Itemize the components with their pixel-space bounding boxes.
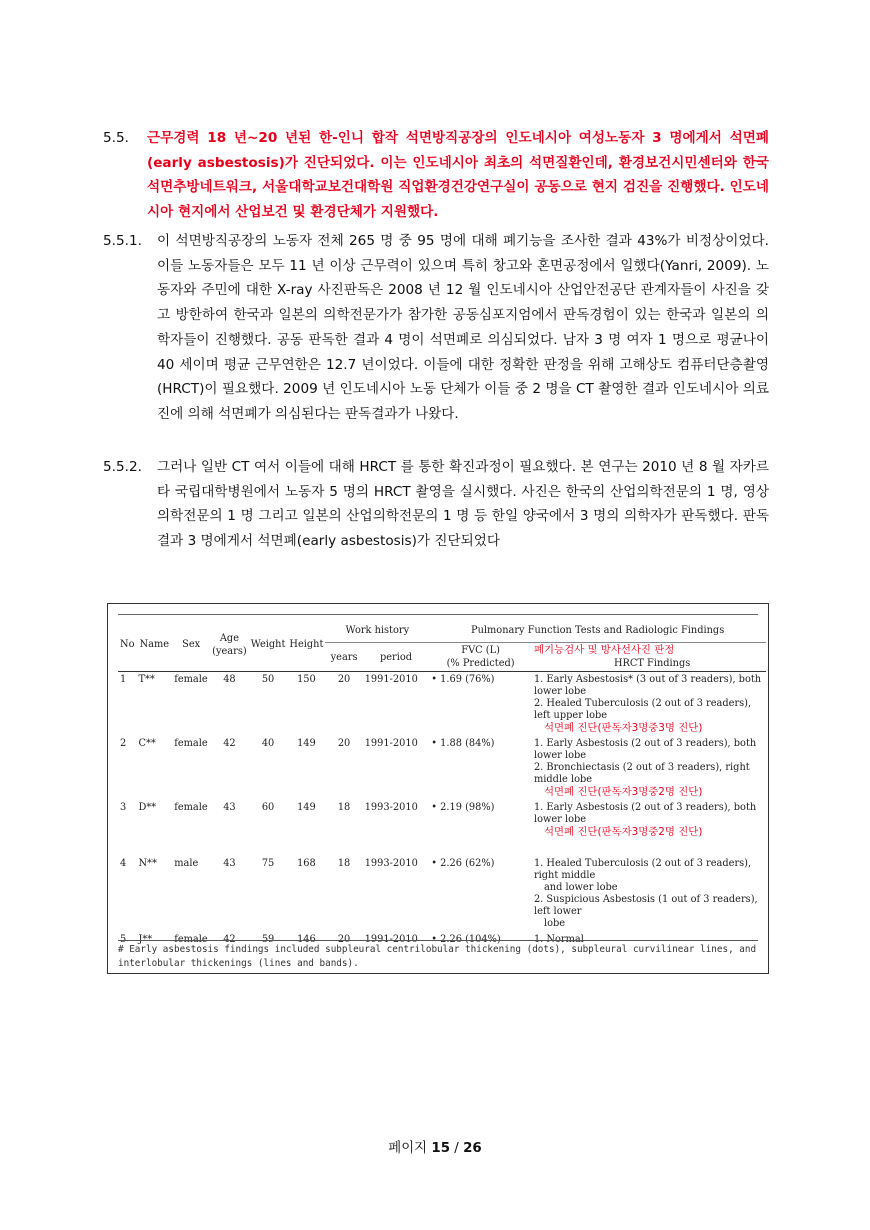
cell-sex: female xyxy=(174,674,208,685)
cell-years: 18 xyxy=(337,802,351,813)
cell-no: 2 xyxy=(120,738,127,749)
finding-line: and lower lobe xyxy=(543,882,618,893)
cell-findings xyxy=(532,800,766,856)
cell-period: 1991-2010 xyxy=(364,934,418,945)
cell-no: 4 xyxy=(120,858,127,869)
cell-name: D** xyxy=(138,802,157,813)
section-number: 5.5. xyxy=(103,130,129,146)
cell-weight: 40 xyxy=(261,738,275,749)
header-pft-group: Pulmonary Function Tests and Radiologic Findings xyxy=(429,618,766,643)
cell-weight: 75 xyxy=(261,858,275,869)
table-row xyxy=(118,672,766,737)
cell-years: 18 xyxy=(337,858,351,869)
korean-annotation-header: 폐기능검사 및 방사선사진 판정 xyxy=(533,644,675,656)
section-number: 5.5.1. xyxy=(103,233,142,249)
header-sex: Sex xyxy=(182,639,201,650)
cell-years: 20 xyxy=(337,934,351,945)
cell-period: 1993-2010 xyxy=(364,802,418,813)
header-no: No xyxy=(120,639,135,650)
section-5-5 xyxy=(103,126,769,225)
cell-height: 149 xyxy=(297,802,316,813)
finding-line: 1. Healed Tuberculosis (2 out of 3 readers), right middle xyxy=(533,858,752,881)
findings-table xyxy=(118,618,766,954)
header-hrct xyxy=(532,643,766,672)
finding-line: 2. Bronchiectasis (2 out of 3 readers), right middle lobe xyxy=(533,762,750,785)
cell-period: 1991-2010 xyxy=(364,738,418,749)
finding-line: lobe xyxy=(543,918,566,929)
table-top-rule xyxy=(118,614,758,615)
page-footer xyxy=(0,1137,870,1156)
header-age-unit: (years) xyxy=(212,645,247,657)
finding-line: 2. Suspicious Asbestosis (1 out of 3 readers), left lower xyxy=(533,894,758,917)
cell-weight: 50 xyxy=(261,674,275,685)
footer-total-pages: 26 xyxy=(463,1141,482,1156)
header-name: Name xyxy=(139,639,170,650)
table-row xyxy=(118,800,766,856)
cell-height: 146 xyxy=(297,934,316,945)
finding-line: 1. Normal xyxy=(533,934,584,945)
cell-fvc: • 2.26 (62%) xyxy=(431,858,495,869)
cell-sex: male xyxy=(174,858,199,869)
header-height: Height xyxy=(289,639,324,650)
header-fvc-predicted: (% Predicted) xyxy=(446,658,515,669)
cell-weight: 60 xyxy=(261,802,275,813)
cell-name: J** xyxy=(138,934,153,945)
cell-years: 20 xyxy=(337,738,351,749)
header-fvc-label: FVC (L) xyxy=(461,645,500,656)
section-5-5-1 xyxy=(103,229,769,427)
finding-line: 2. Healed Tuberculosis (2 out of 3 readers), left upper lobe xyxy=(533,698,752,721)
cell-no: 3 xyxy=(120,802,127,813)
table-row xyxy=(118,856,766,932)
cell-age: 43 xyxy=(223,802,236,813)
cell-age: 48 xyxy=(223,674,236,685)
finding-line: 1. Early Asbestosis (2 out of 3 readers), both lower lobe xyxy=(533,738,757,761)
cell-name: N** xyxy=(138,858,157,869)
cell-findings xyxy=(532,672,766,737)
cell-age: 42 xyxy=(223,738,236,749)
korean-annotation: 석면폐 진단(판독자3명중2명 진단) xyxy=(543,786,703,798)
cell-fvc: • 2.19 (98%) xyxy=(431,802,495,813)
cell-name: C** xyxy=(138,738,156,749)
header-work-history: Work history xyxy=(325,618,429,643)
header-fvc xyxy=(429,643,532,672)
cell-no: 1 xyxy=(120,674,127,685)
korean-annotation: 석면폐 진단(판독자3명중2명 진단) xyxy=(543,826,703,838)
cell-sex: female xyxy=(174,934,208,945)
footer-separator: / xyxy=(454,1141,459,1156)
header-age-label: Age xyxy=(219,632,239,644)
cell-height: 150 xyxy=(297,674,316,685)
section-5-5-2 xyxy=(103,455,769,554)
cell-fvc: • 2.26 (104%) xyxy=(431,934,501,945)
cell-height: 168 xyxy=(297,858,316,869)
cell-name: T** xyxy=(138,674,155,685)
finding-line: 1. Early Asbestosis (2 out of 3 readers), both lower lobe xyxy=(533,802,757,825)
cell-period: 1993-2010 xyxy=(364,858,418,869)
korean-annotation: 석면폐 진단(판독자3명중3명 진단) xyxy=(543,722,703,734)
header-years: years xyxy=(330,651,358,663)
cell-age: 43 xyxy=(223,858,236,869)
section-number: 5.5.2. xyxy=(103,459,142,475)
section-text: 이 석면방직공장의 노동자 전체 265 명 중 95 명에 대해 폐기능을 조사한 결과 43%가 비정상이었다. 이들 노동자들은 모두 11 년 이상 근무력이 있으며 특히 창고와 혼면공정에서 일했다(Yanri, 2009). 노동자와 주민에 대한 X-ray 사진판독은 2008 년 12 월 인도네시아 산업안전공단 관계자들이 사진을 갖고 방한하여 한국과 일본의 의학전문가가 참가한 공동심포지엄에서 판독경험이 있는 한국과 일본의 의학자들이 진행했다. 공동 판독한 결과 4 명이 석면폐로 의심되었다. 남자 3 명 여자 1 명으로 평균나이 40 세이며 평균 근무연한은 12.7 년이었다. 이들에 대한 정확한 판정을 위해 고해상도 컴퓨터단층촬영(HRCT)이 필요했다. 2009 년 인도네시아 노동 단체가 이들 중 2 명을 CT 촬영한 결과 인도네시아 의료진에 의해 석면폐가 의심된다는 판독결과가 나왔다. xyxy=(157,233,769,422)
section-text: 그러나 일반 CT 여서 이들에 대해 HRCT 를 통한 확진과정이 필요했다. 본 연구는 2010 년 8 월 자카르타 국립대학병원에서 노동자 5 명의 HRCT 촬영을 실시했다. 사진은 한국의 산업의학전문의 1 명, 영상의학전문의 1 명 그리고 일본의 산업의학전문의 1 명 등 한일 양국에서 3 명의 의학자가 판독했다. 판독결과 3 명에게서 석면폐(early asbestosis)가 진단되었다 xyxy=(157,459,769,550)
cell-fvc: • 1.88 (84%) xyxy=(431,738,495,749)
table-footnote: # Early asbestosis findings included subpleural centrilobular thickening (dots), subpleural curvilinear lines, and interlobular thickenings (lines and bands). xyxy=(118,940,758,971)
findings-table-figure xyxy=(107,603,769,974)
header-period: period xyxy=(379,651,412,663)
header-age xyxy=(210,618,249,672)
table-row xyxy=(118,736,766,800)
cell-findings xyxy=(532,736,766,800)
header-hrct-label: HRCT Findings xyxy=(613,658,691,669)
cell-weight: 59 xyxy=(261,934,275,945)
finding-line: 1. Early Asbestosis* (3 out of 3 readers), both lower lobe xyxy=(533,674,762,697)
footer-page-number: 15 xyxy=(431,1141,451,1156)
cell-sex: female xyxy=(174,802,208,813)
section-text: 근무경력 18 년~20 년된 한-인니 합작 석면방직공장의 인도네시아 여성노동자 3 명에게서 석면폐(early asbestosis)가 진단되었다. 이는 인도네시아 최초의 석면질환인데, 환경보건시민센터와 한국석면추방네트워크, 서울대학교보건대학원 직업환경건강연구실이 공동으로 현지 검진을 진행했다. 인도네시아 현지에서 산업보건 및 환경단체가 지원했다. xyxy=(147,130,769,221)
cell-findings xyxy=(532,856,766,932)
cell-no: 5 xyxy=(120,934,127,945)
cell-years: 20 xyxy=(337,674,351,685)
header-weight: Weight xyxy=(250,639,286,650)
cell-sex: female xyxy=(174,738,208,749)
cell-fvc: • 1.69 (76%) xyxy=(431,674,495,685)
cell-period: 1991-2010 xyxy=(364,674,418,685)
footer-prefix: 페이지 xyxy=(388,1141,428,1156)
cell-age: 42 xyxy=(223,934,236,945)
cell-height: 149 xyxy=(297,738,316,749)
